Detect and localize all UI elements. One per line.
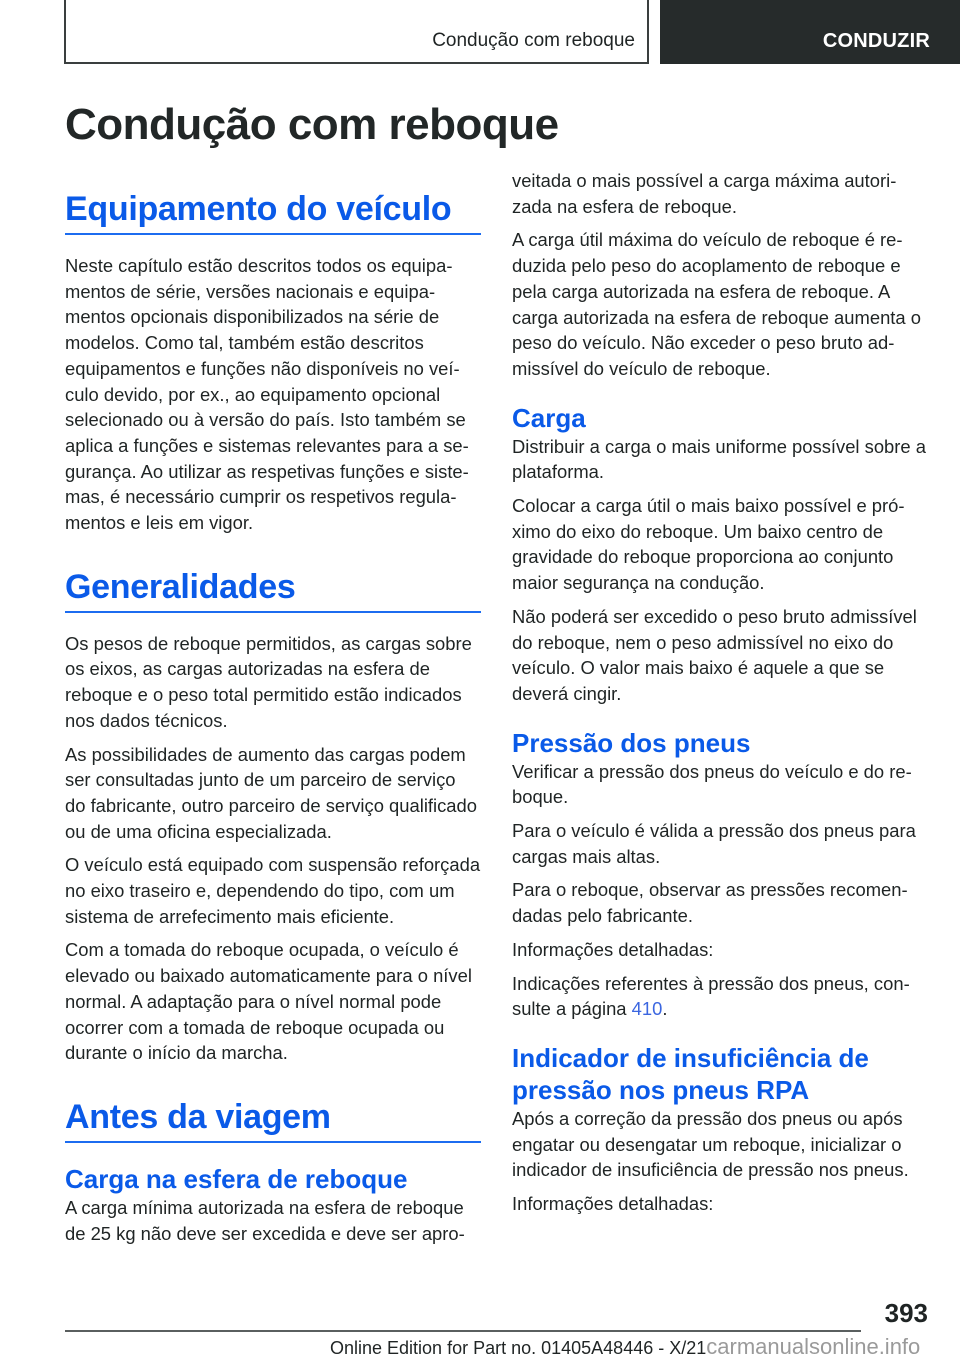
reference-paragraph: [512, 971, 928, 1022]
header-section-box: [64, 0, 649, 64]
page-link-410[interactable]: 410: [631, 998, 663, 1020]
paragraph: Para o reboque, observar as pressões recomendadas pelo fabricante.: [512, 879, 908, 927]
header-chapter-title: CONDUZIR: [822, 30, 930, 52]
footer-divider: [65, 1330, 861, 1332]
heading-general: Generalidades: [65, 568, 481, 613]
section-equipment: [65, 190, 481, 536]
section-rpa: [512, 1042, 928, 1217]
section-general: [65, 568, 481, 1066]
footer: [330, 1334, 920, 1360]
right-column: [512, 168, 928, 1225]
paragraph: Para o veículo é válida a pressão dos pneus para cargas mais altas.: [512, 820, 916, 867]
reference-text: Indicações referentes à pressão dos pneus, consulte a página: [512, 972, 910, 1020]
paragraph: As possibilidades de aumento das cargas podem ser consultadas junto de um parceiro de serviço do fabricante, outro parceiro de serviço qualificado ou de uma oficina especializada.: [65, 743, 477, 842]
heading-before-trip: Antes da viagem: [65, 1098, 481, 1143]
paragraph: veitada o mais possível a carga máxima autorizada na esfera de reboque.: [512, 170, 897, 217]
paragraph: Os pesos de reboque permitidos, as cargas sobre os eixos, as cargas autorizadas na esfera de reboque e o peso total permitido estão indicados nos dados técnicos.: [65, 632, 472, 731]
left-column: [65, 190, 481, 1254]
section-tire-pressure: [512, 727, 928, 1022]
paragraph: Após a correção da pressão dos pneus ou após engatar ou desengatar um reboque, inicializar o indicador de insuficiência de pressão nos pneus.: [512, 1107, 909, 1181]
reference-end: .: [662, 998, 668, 1020]
paragraph: Informações detalhadas:: [512, 938, 714, 960]
paragraph: Colocar a carga útil o mais baixo possível e próximo do eixo do reboque. Um baixo centro de gravidade do reboque proporciona ao conjunto maior segurança na condução.: [512, 495, 905, 594]
paragraph: A carga útil máxima do veículo de reboque é reduzida pelo peso do acoplamento de reboque e pela carga autorizada na esfera de reboque. A carga autorizada na esfera de reboque aumenta o peso do veículo. Não exceder o peso bruto admissível do veículo de reboque.: [512, 229, 921, 379]
paragraph: A carga mínima autorizada na esfera de reboque de 25 kg não deve ser excedida e deve ser apro-: [65, 1196, 465, 1244]
section-load: [512, 402, 928, 707]
watermark: carmanualsonline.info: [706, 1334, 921, 1359]
paragraph: O veículo está equipado com suspensão reforçada no eixo traseiro e, dependendo do tipo, com um sistema de arrefecimento mais eficiente.: [65, 854, 481, 927]
paragraph: Distribuir a carga o mais uniforme possível sobre a plataforma.: [512, 435, 926, 483]
paragraph: Informações detalhadas:: [512, 1193, 714, 1215]
section-before-trip: [65, 1098, 481, 1246]
header-chapter-tab: [660, 0, 960, 64]
page-title: Condução com reboque: [65, 100, 559, 149]
heading-rpa: Indicador de insuficiência de pressão nos pneus RPA: [512, 1042, 869, 1105]
paragraph: Não poderá ser excedido o peso bruto admissível do reboque, nem o peso admissível no eixo do veículo. O valor mais baixo é aquele a que se deverá cingir.: [512, 605, 917, 704]
page-number: 393: [884, 1298, 928, 1328]
paragraph: Neste capítulo estão descritos todos os equipamentos de série, versões nacionais e equipamentos opcionais disponibilizados na série de modelos. Como tal, também estão descritos equipamentos e funções não disponíveis no veículo devido, por ex., ao equipamento opcional selecionado ou à versão do país. Isto também se aplica a funções e sistemas relevantes para a segurança. Ao utilizar as respetivas funções e sistemas, é necessário cumprir os respetivos regulamentos e leis em vigor.: [65, 255, 469, 534]
heading-equipment: Equipamento do veículo: [65, 190, 481, 235]
heading-tire-pressure: Pressão dos pneus: [512, 727, 751, 758]
heading-load: Carga: [512, 402, 586, 433]
subheading-tow-ball-load: Carga na esfera de reboque: [65, 1163, 408, 1194]
paragraph: Verificar a pressão dos pneus do veículo e do reboque.: [512, 760, 912, 808]
paragraph: Com a tomada do reboque ocupada, o veículo é elevado ou baixado automaticamente para o nível normal. A adaptação para o nível normal pode ocorrer com a tomada de reboque ocupada ou durante o início da marcha.: [65, 939, 472, 1064]
header-section-title: Condução com reboque: [432, 30, 635, 51]
edition-text: Online Edition for Part no. 01405A48446 - X/21: [330, 1338, 707, 1358]
